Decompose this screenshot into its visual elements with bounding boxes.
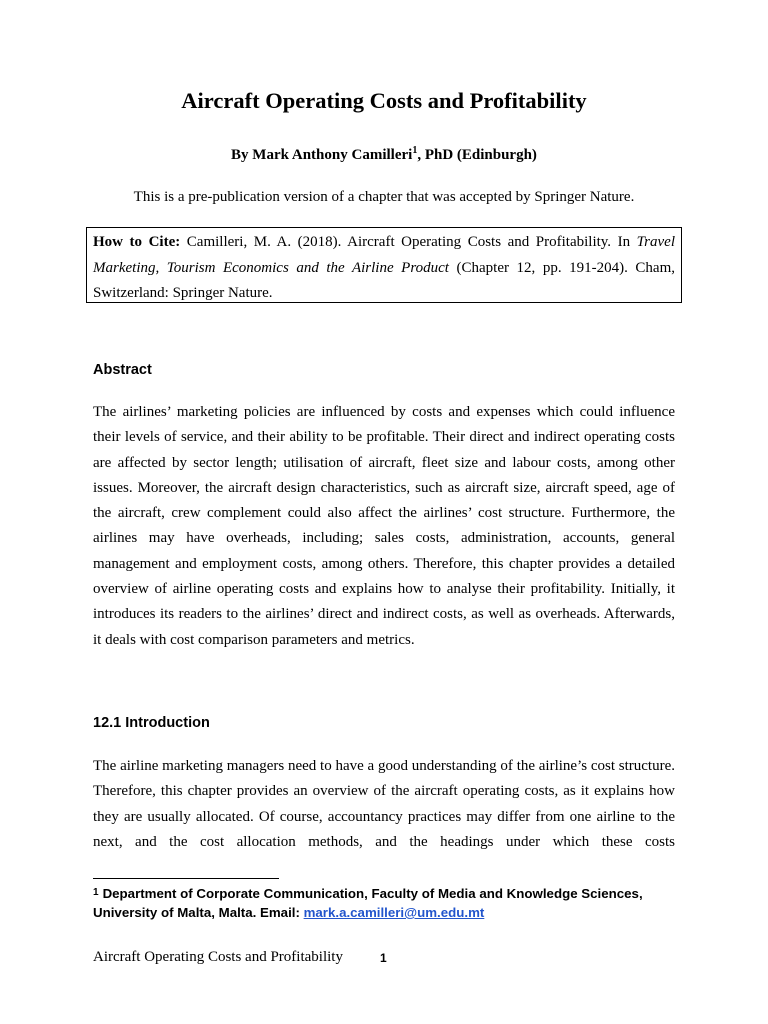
footnote-mark: 1 (93, 887, 99, 898)
introduction-heading: 12.1 Introduction (93, 715, 210, 731)
citation-box (86, 227, 682, 303)
footnote-ref[interactable]: 1 (412, 145, 418, 156)
page-number: 1 (380, 951, 387, 965)
introduction-body: The airline marketing managers need to have a good understanding of the airline’s cost structure. Therefore, this chapter provides an overview of the aircraft operating costs, as it explains how they are usually allocated. Of course, accountancy practices may differ from one airline to the next, and the cost allocation methods, and the headings under which these costs (93, 758, 675, 850)
author-degree: , PhD (Edinburgh) (417, 147, 537, 163)
footnote-text: Department of Corporate Communication, Faculty of Media and Knowledge Sciences, University of Malta, Malta. Email: (93, 886, 643, 920)
abstract-body: The airlines’ marketing policies are influenced by costs and expenses which could influence their levels of service, and their ability to be profitable. Their direct and indirect operating costs are affected by sector length; utilisation of aircraft, fleet size and labour costs, among other issues. Moreover, the aircraft design characteristics, such as aircraft size, aircraft speed, age of the aircraft, crew complement could also affect the airlines’ cost structure. Furthermore, the airlines may have overheads, including; sales costs, administration, accounts, general management and employment costs, among others. Therefore, this chapter provides a detailed overview of airline operating costs and explains how to analyse their profitability. Initially, it introduces its readers to the airlines’ direct and indirect costs, as well as overheads. Afterwards, it deals with cost comparison parameters and metrics. (93, 404, 675, 648)
footnote (93, 883, 683, 922)
footnote-divider (93, 878, 279, 879)
citation-text-after: (Chapter 12, pp. 191-204). Cham, Switzerland: Springer Nature. (93, 259, 675, 301)
running-footer-title: Aircraft Operating Costs and Profitability (93, 949, 343, 965)
citation-label: How to Cite: (93, 234, 181, 250)
citation-book-title: Travel Marketing, Tourism Economics and the Airline Product (93, 234, 675, 276)
author-name: By Mark Anthony Camilleri (231, 147, 413, 163)
citation-text-before: Camilleri, M. A. (2018). Aircraft Operating Costs and Profitability. In (180, 234, 637, 250)
email-link[interactable]: mark.a.camilleri@um.edu.mt (303, 905, 485, 920)
author-byline (0, 145, 768, 165)
paper-title: Aircraft Operating Costs and Profitability (181, 88, 587, 113)
abstract-heading: Abstract (93, 362, 152, 378)
publication-notice: This is a pre-publication version of a chapter that was accepted by Springer Nature. (133, 189, 635, 205)
